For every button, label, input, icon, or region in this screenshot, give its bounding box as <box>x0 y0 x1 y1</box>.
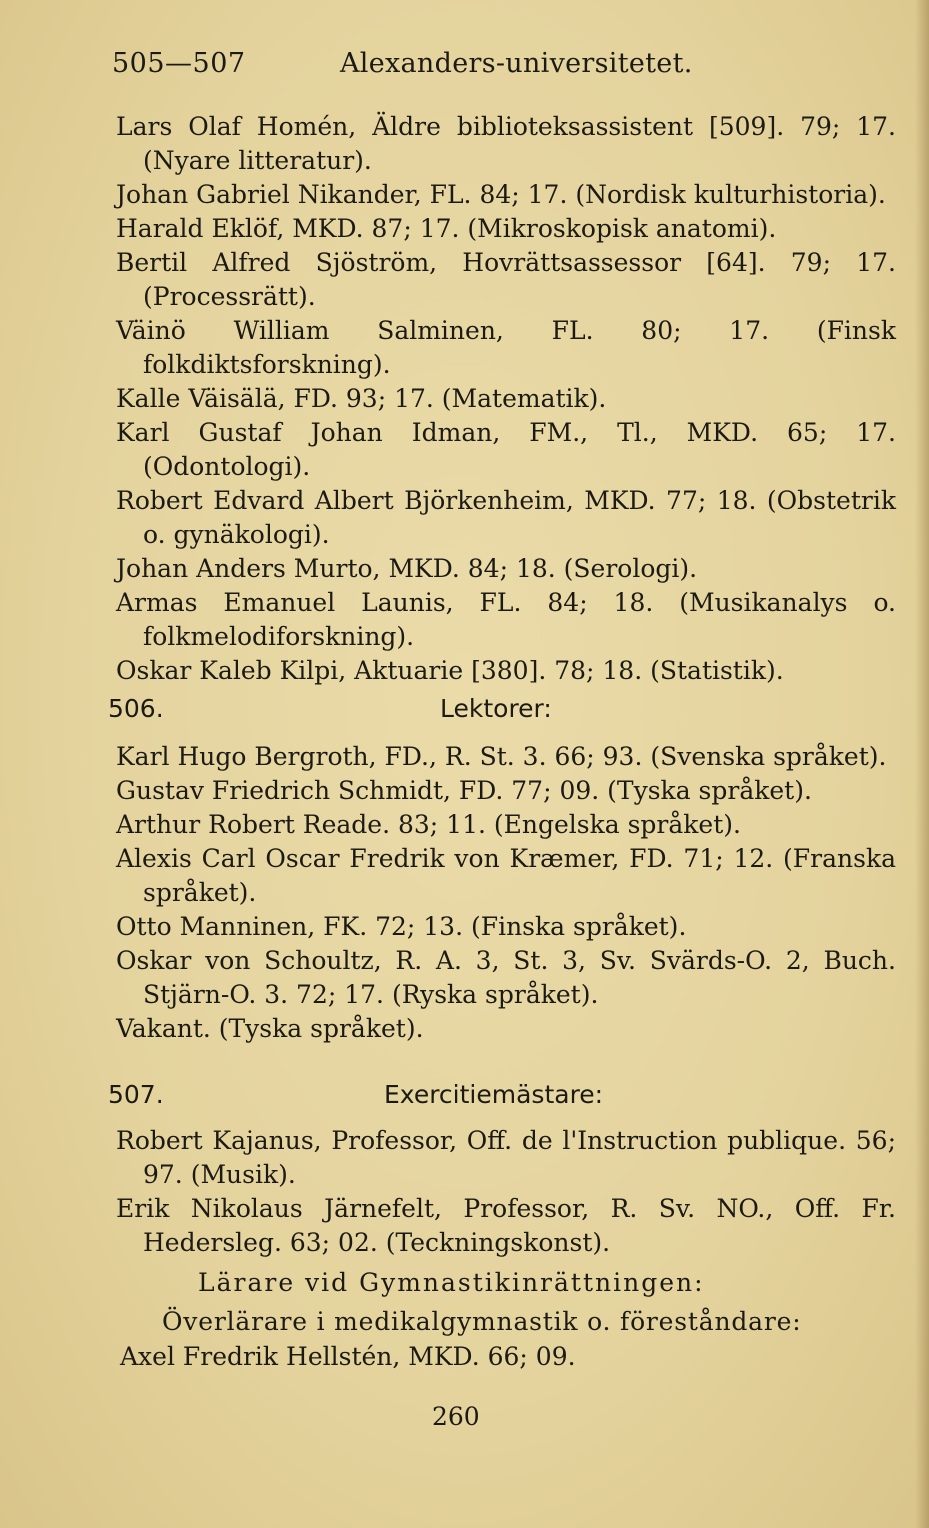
list-item: Robert Kajanus, Professor, Off. de l'Instruction publique. 56; 97. (Musik). <box>116 1126 896 1189</box>
gymnastics-entry: Axel Fredrik Hellstén, MKD. 66; 09. <box>120 1342 576 1371</box>
list-item: Robert Edvard Albert Björkenheim, MKD. 77; 18. (Obstetrik o. gynäkologi). <box>116 486 896 549</box>
section-number: 506. <box>108 694 164 723</box>
list-item: Karl Gustaf Johan Idman, FM., Tl., MKD. 65; 17. (Odontologi). <box>116 418 896 481</box>
section-title: Lektorer: <box>440 694 552 723</box>
list-item: Oskar von Schoultz, R. A. 3, St. 3, Sv. Svärds-O. 2, Buch. Stjärn-O. 3. 72; 17. (Ryska språket). <box>116 946 896 1009</box>
gymnastics-heading: Lärare vid Gymnastikinrättningen: <box>198 1268 705 1297</box>
list-item: Arthur Robert Reade. 83; 11. (Engelska språket). <box>116 810 741 839</box>
section-title: Exercitiemästare: <box>384 1080 604 1109</box>
list-item: Oskar Kaleb Kilpi, Aktuarie [380]. 78; 18. (Statistik). <box>116 656 784 685</box>
list-item: Vakant. (Tyska språket). <box>116 1014 424 1043</box>
list-item: Kalle Väisälä, FD. 93; 17. (Matematik). <box>116 384 607 413</box>
page-number: 260 <box>432 1402 480 1431</box>
section-number: 507. <box>108 1080 164 1109</box>
list-item: Armas Emanuel Launis, FL. 84; 18. (Musikanalys o. folkmelodiforskning). <box>116 588 896 651</box>
header-title: Alexanders-universitetet. <box>340 48 693 79</box>
gymnastics-subheading: Överlärare i medikalgymnastik o. föreståndare: <box>162 1307 802 1336</box>
section-506-heading <box>108 694 808 734</box>
section-507-heading <box>108 1080 808 1120</box>
header-section-range: 505—507 <box>112 48 246 79</box>
list-item: Johan Anders Murto, MKD. 84; 18. (Serologi). <box>116 554 698 583</box>
section-507-list <box>116 1124 896 1260</box>
list-item: Erik Nikolaus Järnefelt, Professor, R. Sv. NO., Off. Fr. Hedersleg. 63; 02. (Teckningskonst). <box>116 1194 896 1257</box>
list-item: Karl Hugo Bergroth, FD., R. St. 3. 66; 93. (Svenska språket). <box>116 742 887 771</box>
list-item: Väinö William Salminen, FL. 80; 17. (Finsk folkdiktsforskning). <box>116 316 896 379</box>
section-505-list <box>116 110 896 688</box>
running-header <box>112 48 892 92</box>
list-item: Harald Eklöf, MKD. 87; 17. (Mikroskopisk anatomi). <box>116 214 777 243</box>
page-edge-shadow <box>915 0 929 1528</box>
list-item: Johan Gabriel Nikander, FL. 84; 17. (Nordisk kulturhistoria). <box>116 180 886 209</box>
section-506-list <box>116 740 896 1046</box>
list-item: Gustav Friedrich Schmidt, FD. 77; 09. (Tyska språket). <box>116 776 812 805</box>
list-item: Alexis Carl Oscar Fredrik von Kræmer, FD. 71; 12. (Franska språket). <box>116 844 896 907</box>
list-item: Lars Olaf Homén, Äldre biblioteksassistent [509]. 79; 17. (Nyare litteratur). <box>116 112 896 175</box>
list-item: Bertil Alfred Sjöström, Hovrättsassessor [64]. 79; 17. (Processrätt). <box>116 248 896 311</box>
list-item: Otto Manninen, FK. 72; 13. (Finska språket). <box>116 912 687 941</box>
